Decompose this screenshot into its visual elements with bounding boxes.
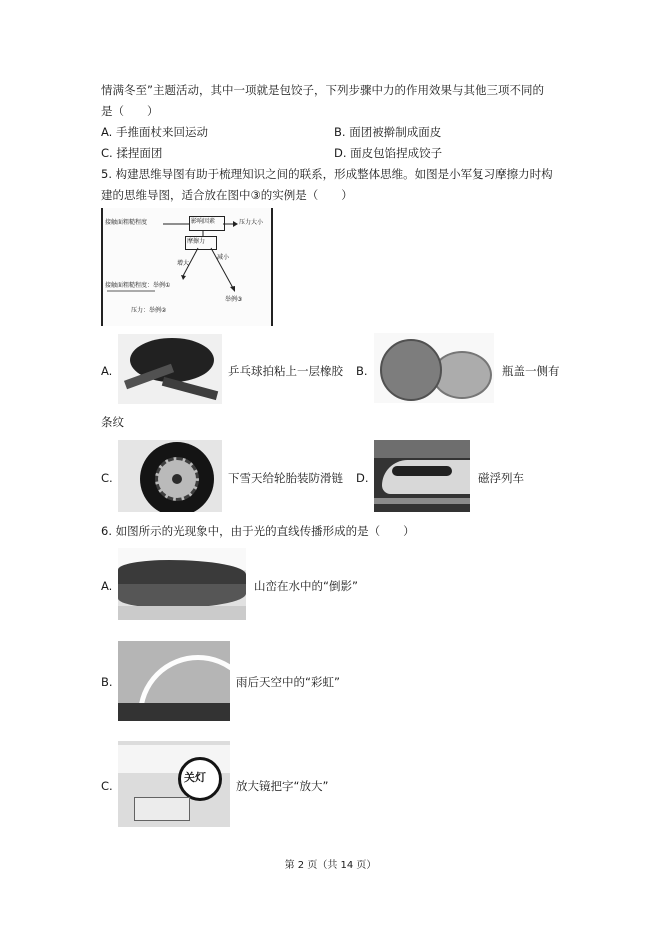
mind-map-center: 影响因素	[191, 218, 216, 225]
q5-option-b-text: 瓶盖一侧有	[502, 364, 560, 378]
q4-stem-line2: 是（ ）	[101, 104, 159, 118]
mind-map-example-3: 举例③	[225, 296, 243, 303]
mind-map-diagram	[101, 208, 273, 326]
q6-option-a-text: 山峦在水中的“倒影”	[254, 579, 358, 593]
magnifier-image	[118, 741, 230, 827]
mountain-reflection-image	[118, 548, 246, 620]
q4-option-c: C. 揉捏面团	[101, 146, 163, 160]
mind-map-friction: 摩擦力	[187, 238, 206, 245]
q6-option-c-label: C.	[101, 779, 113, 793]
q5-option-a-text: 乒乓球拍粘上一层橡胶	[228, 364, 343, 378]
q4-option-a: A. 手推面杖来回运动	[101, 125, 208, 139]
q5-option-c-text: 下雪天给轮胎装防滑链	[228, 471, 343, 485]
page-footer: 第 2 页（共 14 页）	[284, 860, 377, 871]
q4-option-b: B. 面团被擀制成面皮	[334, 125, 442, 139]
snow-chain-tire-image	[118, 440, 222, 512]
mind-map-increase: 增大	[177, 260, 190, 267]
magnifier-sign-text: 关灯	[184, 771, 206, 784]
bottle-cap-image	[374, 333, 494, 403]
mind-map-decrease: 减小	[217, 254, 230, 261]
q6-option-b-label: B.	[101, 675, 113, 689]
q5-option-b-text-wrap: 条纹	[101, 415, 124, 429]
maglev-train-image	[374, 440, 470, 512]
q5-option-a-label: A.	[101, 364, 113, 378]
q5-option-d-text: 磁浮列车	[478, 471, 524, 485]
q6-option-c-text: 放大镜把字“放大”	[236, 779, 329, 793]
q5-option-b-label: B.	[356, 364, 368, 378]
mind-map-pressure-size: 压力大小	[239, 219, 264, 226]
q6-option-b-text: 雨后天空中的“彩虹”	[236, 675, 340, 689]
mind-map-left-top: 接触面粗糙程度	[105, 219, 148, 226]
q6-stem: 6. 如图所示的光现象中，由于光的直线传播形成的是（ ）	[101, 524, 415, 538]
rainbow-image	[118, 641, 230, 721]
q5-option-d-label: D.	[356, 471, 369, 485]
mind-map-pressure-example: 压力：举例②	[131, 307, 167, 314]
q4-option-d: D. 面皮包馅捏成饺子	[334, 146, 443, 160]
q5-stem-line2: 建的思维导图，适合放在图中③的实例是（ ）	[101, 188, 353, 202]
q5-stem-line1: 5. 构建思维导图有助于梳理知识之间的联系，形成整体思维。如图是小军复习摩擦力时构	[101, 167, 553, 181]
q6-option-a-label: A.	[101, 579, 113, 593]
mind-map-left-bottom: 接触面粗糙程度：举例①	[105, 282, 171, 289]
q4-stem-line1: 情满冬至”主题活动，其中一项就是包饺子，下列步骤中力的作用效果与其他三项不同的	[101, 83, 544, 97]
q5-option-c-label: C.	[101, 471, 113, 485]
ping-pong-paddle-image	[118, 334, 222, 404]
